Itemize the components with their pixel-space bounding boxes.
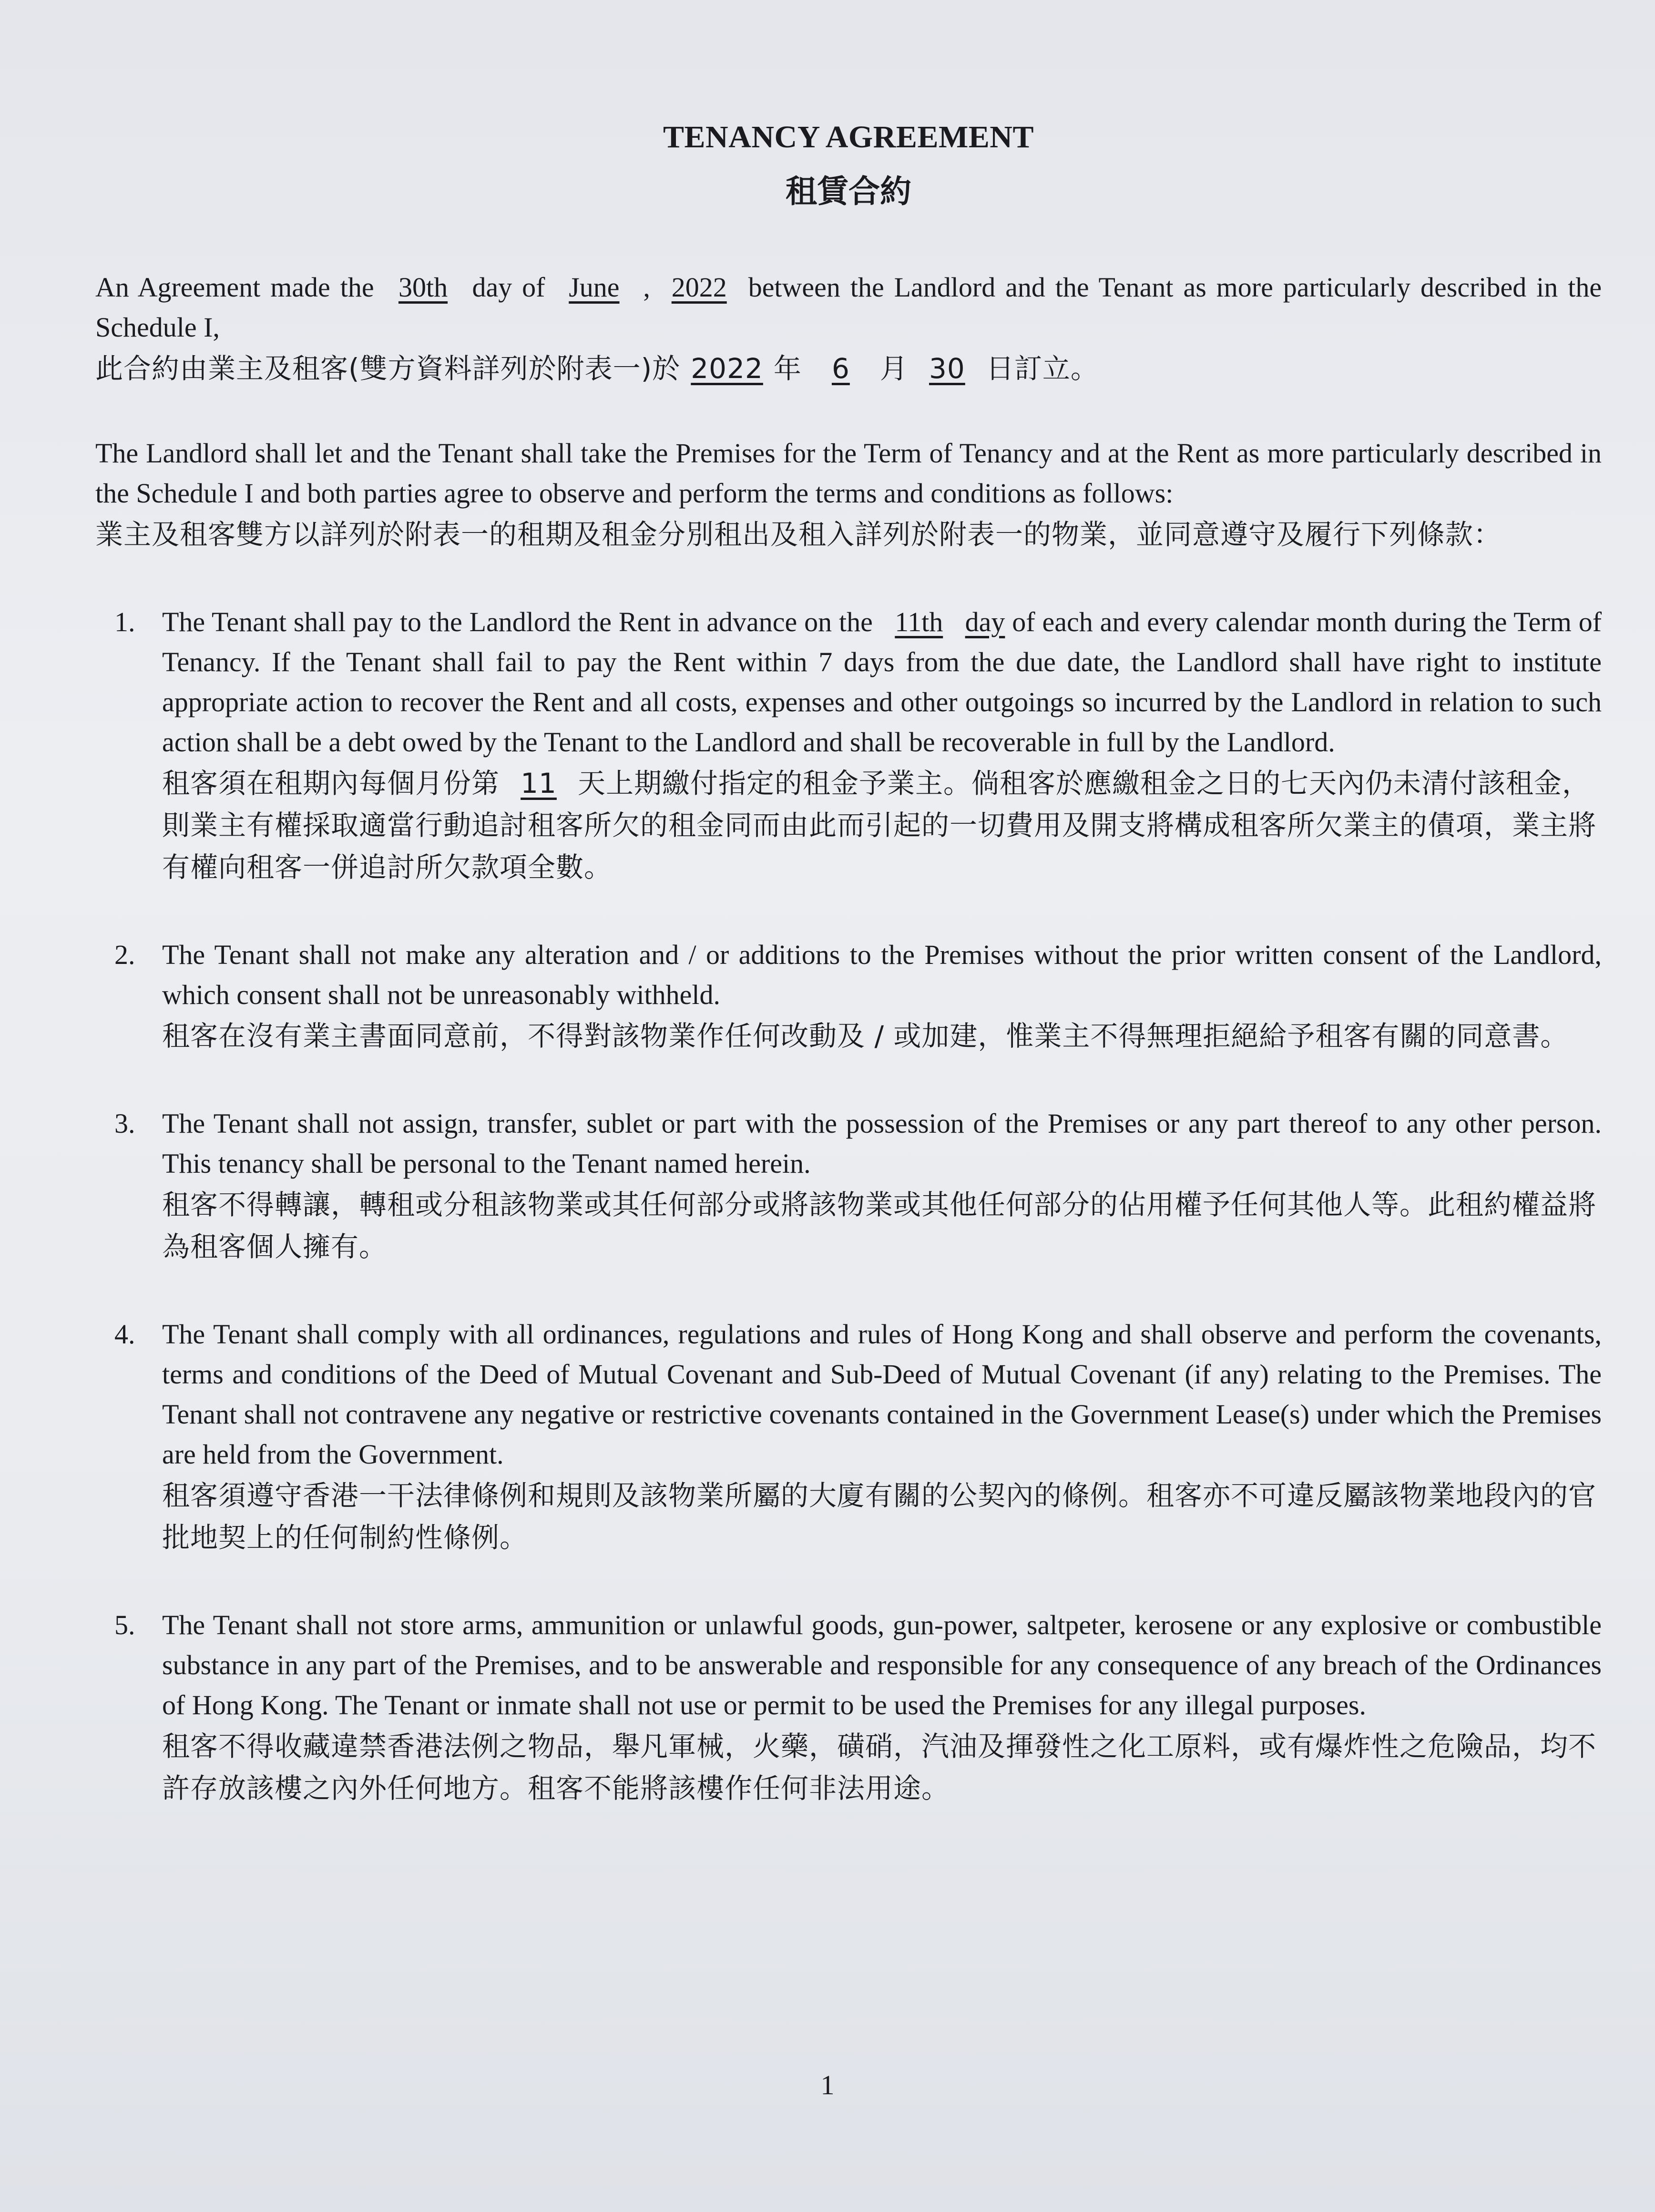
clause-chinese: 租客在沒有業主書面同意前，不得對該物業作任何改動及 / 或加建，惟業主不得無理拒絕給予租客有關的同意書。 (162, 1020, 1569, 1052)
clause-1-zh-text-a: 租客須在租期內每個月份第 (162, 767, 500, 799)
intro-text-1: An Agreement made the (95, 272, 374, 303)
clause-number: 3. (114, 1108, 135, 1139)
document-title: TENANCY AGREEMENT (663, 120, 1034, 154)
clause-chinese: 租客不得轉讓，轉租或分租該物業或其任何部分或將該物業或其他任何部分的佔用權予任何其他人等。此租約權益將為租客個人擁有。 (162, 1188, 1597, 1263)
clause-5 (95, 1605, 1602, 1809)
clause-english (162, 602, 1602, 762)
intro-text-2: day of (472, 272, 545, 303)
clause-2 (95, 935, 1602, 1057)
clause-body (162, 1314, 1602, 1558)
clause-1-text-b: of each and every calendar month during the Term of Tenancy. If the Tenant shall fail to pay the Rent within 7 days from the due date, the Landlord shall have right to institute appropriate action to recover the Rent and all costs, expenses and other outgoings so incurred by the Landlord in relation to such action shall be a debt owed by the Tenant to the Landlord and shall be recoverable in full by the Landlord. (162, 606, 1602, 758)
preamble-english: The Landlord shall let and the Tenant shall take the Premises for the Term of Tenancy and at the Rent as more particularly described in the Schedule I and both parties agree to observe and perform the terms and conditions as follows: (95, 438, 1602, 509)
clause-body (162, 1104, 1602, 1268)
clause-number: 1. (114, 606, 135, 637)
agreement-month-field-zh: 6 (831, 352, 850, 385)
terms-preamble (95, 433, 1602, 555)
agreement-day-field-zh: 30 (929, 352, 965, 385)
rent-due-day-field-zh: 11 (521, 767, 557, 799)
clause-body (162, 935, 1602, 1057)
intro-zh-text-4: 日訂立。 (986, 352, 1099, 385)
intro-chinese (95, 348, 1602, 389)
agreement-year-field-zh: 2022 (691, 352, 763, 385)
clause-4 (95, 1314, 1602, 1558)
clause-1-text-a: The Tenant shall pay to the Landlord the Rent in advance on the (162, 606, 873, 637)
page-number: 1 (820, 2069, 835, 2100)
clause-1 (95, 602, 1602, 888)
clause-chinese: 租客須遵守香港一干法律條例和規則及該物業所屬的大廈有關的公契內的條例。租客亦不可違反屬該物業地段內的官批地契上的任何制約性條例。 (162, 1479, 1597, 1554)
clause-chinese (162, 762, 1602, 888)
agreement-year-field: 2022 (671, 272, 727, 303)
intro-english (95, 267, 1602, 348)
intro-zh-text-1: 此合約由業主及租客(雙方資料詳列於附表一)於 (95, 352, 681, 385)
clause-3 (95, 1104, 1602, 1268)
intro-zh-text-3: 月 (879, 352, 908, 385)
clause-1-zh-text-b: 天上期繳付指定的租金予業主。倘租客於應繳租金之日的七天內仍未清付該租金，則業主有權採取適當行動追討租客所欠的租金同而由此而引起的一切費用及開支將構成租客所欠業主的債項，業主將有權向租客一併追討所欠款項全數。 (162, 767, 1597, 883)
clause-number: 2. (114, 939, 135, 970)
clause-number: 4. (114, 1319, 135, 1350)
clause-english: The Tenant shall not store arms, ammunition or unlawful goods, gun-power, saltpeter, kerosene or any explosive or combustible substance in any part of the Premises, and to be answerable and responsible for any consequence of any breach of the Ordinances of Hong Kong. The Tenant or inmate shall not use or permit to be used the Premises for any illegal purposes. (162, 1609, 1602, 1720)
agreement-day-field: 30th (398, 272, 448, 303)
clause-body (162, 602, 1602, 888)
document-title-zh: 租賃合約 (786, 173, 911, 210)
clause-english: The Tenant shall not make any alteration and / or additions to the Premises without the prior written consent of the Landlord, which consent shall not be unreasonably withheld. (162, 939, 1602, 1010)
intro-zh-text-2: 年 (773, 352, 802, 385)
rent-due-day-word: day (965, 606, 1005, 637)
rent-due-day-field: 11th (895, 606, 943, 637)
agreement-intro (95, 267, 1602, 389)
clause-english: The Tenant shall comply with all ordinances, regulations and rules of Hong Kong and shall observe and perform the covenants, terms and conditions of the Deed of Mutual Covenant and Sub-Deed of Mutual Covenant (if any) relating to the Premises. The Tenant shall not contravene any negative or restrictive covenants contained in the Government Lease(s) under which the Premises are held from the Government. (162, 1319, 1602, 1470)
intro-text-3: , (643, 272, 650, 303)
document-content (95, 119, 1602, 1809)
clause-english: The Tenant shall not assign, transfer, sublet or part with the possession of the Premises or any part thereof to any other person. This tenancy shall be personal to the Tenant named herein. (162, 1108, 1602, 1179)
intro-text-4: between the Landlord and the Tenant as more particularly described in the Schedule I, (95, 272, 1602, 343)
preamble-chinese: 業主及租客雙方以詳列於附表一的租期及租金分別租出及租入詳列於附表一的物業，並同意遵守及履行下列條款： (95, 518, 1502, 551)
clause-body (162, 1605, 1602, 1809)
clause-number: 5. (114, 1609, 135, 1640)
agreement-month-field: June (569, 272, 620, 303)
clause-chinese: 租客不得收藏違禁香港法例之物品，舉凡軍械，火藥，磺硝，汽油及揮發性之化工原料，或有爆炸性之危險品，均不許存放該樓之內外任何地方。租客不能將該樓作任何非法用途。 (162, 1730, 1597, 1804)
